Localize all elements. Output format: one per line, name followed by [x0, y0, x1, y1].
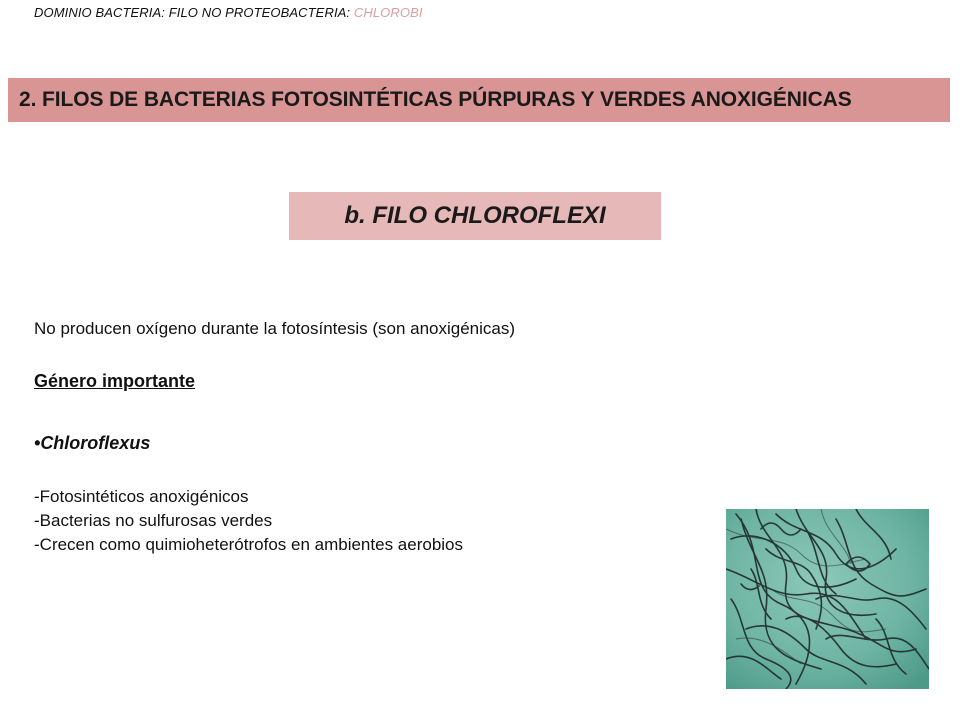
genus-name: Chloroflexus: [40, 433, 151, 453]
feature-list: [34, 485, 714, 557]
feature-item: -Crecen como quimioheterótrofos en ambientes aerobios: [34, 535, 464, 554]
feature-item: -Fotosintéticos anoxigénicos: [34, 487, 249, 506]
bullet-glyph: •: [34, 433, 41, 453]
subsection-header: [289, 192, 661, 240]
micrograph-svg: [726, 509, 929, 689]
micrograph-image: [726, 509, 929, 689]
intro-text: No producen oxígeno durante la fotosíntesis (son anoxigénicas): [34, 319, 516, 338]
breadcrumb-path: DOMINIO BACTERIA: FILO NO PROTEOBACTERIA:: [34, 5, 354, 20]
section-header: [8, 78, 950, 122]
genus-heading: Género importante: [34, 371, 196, 391]
slide-body: [34, 317, 714, 557]
breadcrumb-current: CHLOROBI: [353, 5, 423, 20]
section-title: 2. FILOS DE BACTERIAS FOTOSINTÉTICAS PÚRPURAS Y VERDES ANOXIGÉNICAS: [19, 88, 852, 111]
genus-item: [34, 431, 714, 455]
subsection-title: b. FILO CHLOROFLEXI: [344, 202, 606, 229]
feature-item: -Bacterias no sulfurosas verdes: [34, 511, 273, 530]
breadcrumb: [34, 5, 423, 20]
